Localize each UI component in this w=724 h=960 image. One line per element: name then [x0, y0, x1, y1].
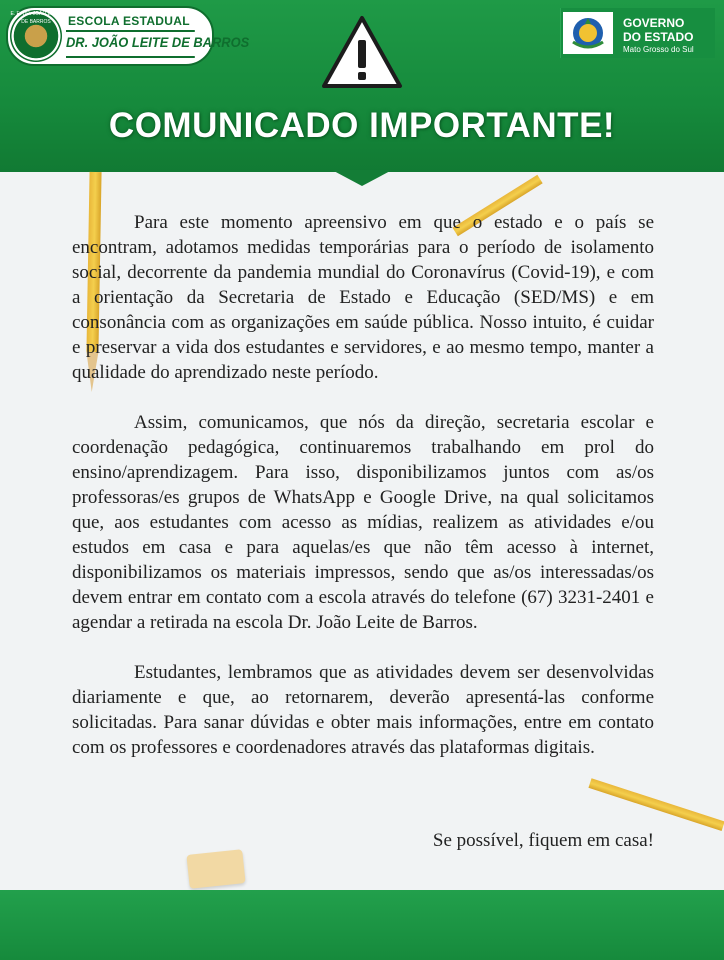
paragraph-1: Para este momento apreensivo em que o estado e o país se encontram, adotamos medidas temporárias para o período de isolamento social, decorrente da pandemia mundial do Coronavírus (Covid-19), e com a orientação da Secretaria de Estado e Educação (SED/MS) e em consonância com as organizações em saúde pública. Nosso intuito, é cuidar e preservar a vida dos estudantes e servidores, e ao mesmo tempo, manter a qualidade do aprendizado neste período.: [72, 212, 654, 383]
school-logo: [6, 6, 250, 66]
school-seal-text: E. E. DR. JOÃO LEITE DE BARROS: [10, 11, 62, 25]
school-seal-icon: [10, 10, 62, 62]
pencil-decoration: [588, 778, 724, 831]
state-coat-of-arms-icon: [563, 12, 613, 54]
eraser-decoration: [186, 849, 245, 889]
warning-triangle-icon: [320, 14, 404, 90]
paragraph-3: Estudantes, lembramos que as atividades devem ser desenvolvidas diariamente e que, ao retornarem, deverão apresentá-las conforme solicitadas. Para sanar dúvidas e obter mais informações, entre em contato com os professores e coordenadores através das plataformas digitais.: [72, 662, 654, 758]
page-title: COMUNICADO IMPORTANTE!: [108, 106, 616, 145]
closing-line: Se possível, fiquem em casa!: [432, 830, 654, 851]
school-type-label: ESCOLA ESTADUAL: [68, 14, 190, 28]
gov-line-2: DO ESTADO: [623, 30, 694, 44]
school-name: DR. JOÃO LEITE DE BARROS: [66, 30, 195, 58]
paragraph-2: Assim, comunicamos, que nós da direção, secretaria escolar e coordenação pedagógica, continuaremos trabalhando em prol do ensino/aprendizagem. Para isso, disponibilizamos juntos com as/os professoras/es grupos de WhatsApp e Google Drive, na qual solicitamos que, aos estudantes com acesso as mídias, realizem as atividades e/ou estudos em casa e para aquelas/es que não têm acesso à internet, disponibilizamos os materiais impressos, sendo que as/os interessadas/os devem entrar em contato com a escola através do telefone (67) 3231-2401 e agendar a retirada na escola Dr. João Leite de Barros.: [72, 412, 654, 633]
gov-line-3: Mato Grosso do Sul: [623, 45, 694, 54]
announcement-body: [72, 210, 654, 785]
gov-line-1: GOVERNO: [623, 16, 685, 30]
header-notch: [332, 170, 392, 186]
government-logo: [560, 8, 715, 58]
footer-banner: [0, 890, 724, 960]
